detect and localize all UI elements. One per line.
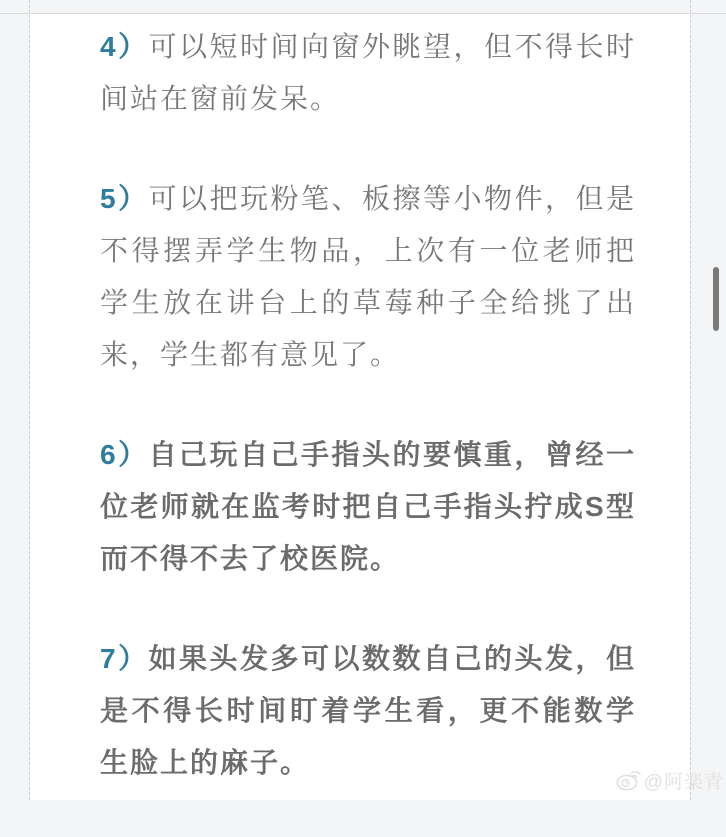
item-text: 自己玩自己手指头的要慎重，曾经一位老师就在监考时把自己手指头拧成S型而不得不去了校医院。 bbox=[100, 439, 636, 574]
watermark bbox=[615, 767, 724, 794]
item-number: 5） bbox=[100, 183, 149, 214]
item-text: 可以短时间向窗外眺望，但不得长时间站在窗前发呆。 bbox=[100, 31, 636, 114]
item-text: 可以把玩粉笔、板擦等小物件，但是不得摆弄学生物品，上次有一位老师把学生放在讲台上的草莓种子全给挑了出来，学生都有意见了。 bbox=[100, 183, 636, 370]
weibo-logo-icon bbox=[615, 769, 642, 792]
item-number: 7） bbox=[100, 643, 149, 674]
scrollbar-thumb[interactable] bbox=[713, 267, 719, 331]
item-number: 6） bbox=[100, 439, 149, 470]
item-number: 4） bbox=[100, 31, 149, 62]
list-item bbox=[100, 429, 636, 585]
text-card bbox=[29, 0, 691, 800]
item-text: 如果头发多可以数数自己的头发，但是不得长时间盯着学生看，更不能数学生脸上的麻子。 bbox=[100, 643, 636, 778]
rules-list bbox=[30, 14, 690, 837]
watermark-handle: @阿楽青 bbox=[643, 772, 724, 793]
list-item bbox=[100, 633, 636, 789]
list-item bbox=[100, 173, 636, 381]
list-item bbox=[100, 21, 636, 125]
